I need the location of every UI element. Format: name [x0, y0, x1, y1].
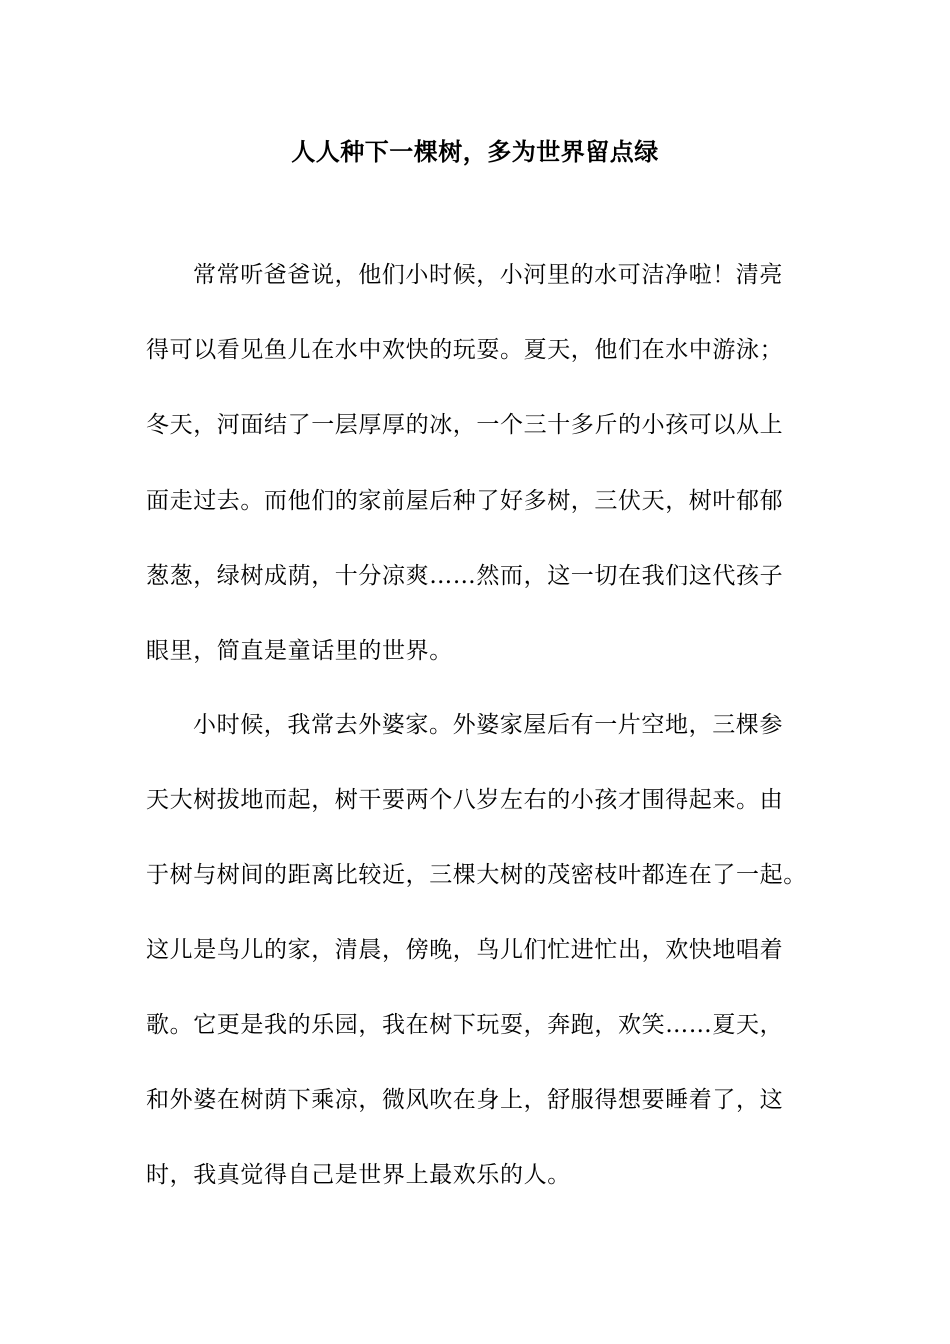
paragraph-1-line-4: 面走过去。而他们的家前屋后种了好多树，三伏天，树叶郁郁 — [146, 488, 784, 514]
paragraph-2-line-3: 于树与树间的距离比较近，三棵大树的茂密枝叶都连在了一起。 — [146, 862, 807, 888]
paragraph-2-line-5: 歌。它更是我的乐园，我在树下玩耍，奔跑，欢笑……夏天， — [146, 1012, 784, 1038]
paragraph-1-line-3: 冬天，河面结了一层厚厚的冰，一个三十多斤的小孩可以从上 — [146, 412, 784, 438]
paragraph-1-line-6: 眼里，简直是童话里的世界。 — [146, 638, 453, 664]
paragraph-1-line-1: 常常听爸爸说，他们小时候，小河里的水可洁净啦！清亮 — [193, 262, 783, 288]
paragraph-2-line-4: 这儿是鸟儿的家，清晨，傍晚，鸟儿们忙进忙出，欢快地唱着 — [146, 937, 784, 963]
paragraph-2-line-1: 小时候，我常去外婆家。外婆家屋后有一片空地，三棵参 — [193, 712, 783, 738]
page-title: 人人种下一棵树，多为世界留点绿 — [291, 137, 659, 166]
paragraph-1-line-2: 得可以看见鱼儿在水中欢快的玩耍。夏天，他们在水中游泳； — [146, 337, 784, 363]
paragraph-1-line-5: 葱葱，绿树成荫，十分凉爽……然而，这一切在我们这代孩子 — [146, 563, 784, 589]
paragraph-2-line-6: 和外婆在树荫下乘凉，微风吹在身上，舒服得想要睡着了，这 — [146, 1087, 784, 1113]
paragraph-2-line-7: 时，我真觉得自己是世界上最欢乐的人。 — [146, 1162, 571, 1188]
paragraph-2-line-2: 天大树拔地而起，树干要两个八岁左右的小孩才围得起来。由 — [146, 787, 784, 813]
